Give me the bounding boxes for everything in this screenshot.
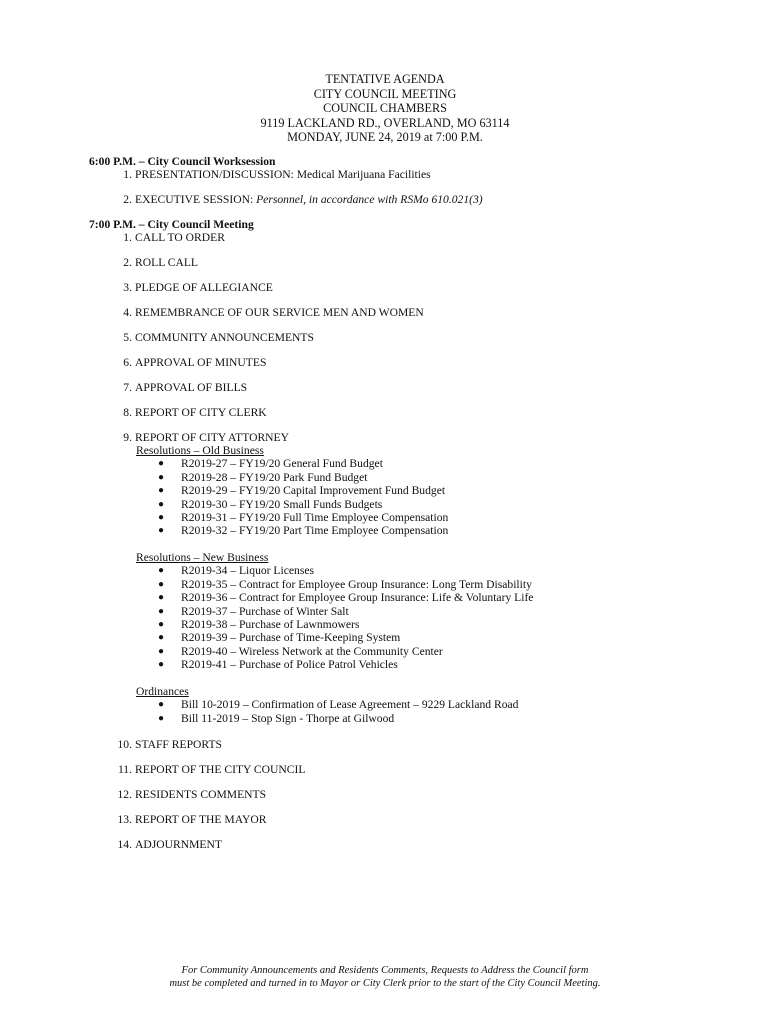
agenda-title: TENTATIVE AGENDA [325,72,445,86]
item-number: 2. [123,193,132,206]
agenda-item [89,406,729,419]
list-item [136,564,696,577]
footer-line-2: must be completed and turned in to Mayor or City Clerk prior to the start of the City Council Meeting. [169,978,601,989]
list-item-text: Bill 10-2019 – Confirmation of Lease Agreement – 9229 Lackland Road [181,698,519,712]
list-item [136,457,696,470]
item-text: APPROVAL OF BILLS [135,381,248,394]
item-text: EXECUTIVE SESSION: [135,193,257,206]
meeting-location: COUNCIL CHAMBERS [323,101,447,115]
item-number: 8. [123,406,132,419]
item-number: 1. [123,168,132,182]
bullet-icon: ● [158,605,165,617]
list-item-text: R2019-41 – Purchase of Police Patrol Vehicles [181,658,398,672]
meeting-title: 7:00 P.M. – City Council Meeting [89,218,254,231]
item-text: RESIDENTS COMMENTS [135,788,267,801]
item-text: CALL TO ORDER [135,231,225,244]
worksession-item-executive [89,193,729,206]
item-text: APPROVAL OF MINUTES [135,356,267,369]
item-number: 10. [117,738,132,751]
agenda-item [89,256,729,269]
item-text: STAFF REPORTS [135,738,222,751]
list-item-text: R2019-32 – FY19/20 Part Time Employee Compensation [181,524,449,538]
list-item [136,511,696,524]
list-item [136,578,696,591]
agenda-item [89,431,729,444]
bullet-icon: ● [158,699,165,711]
list-item-text: R2019-27 – FY19/20 General Fund Budget [181,457,383,471]
bullet-icon: ● [158,659,165,671]
list-item [136,645,696,658]
bullet-icon: ● [158,485,165,497]
agenda-item [89,356,729,369]
agenda-item [89,331,729,344]
list-item [136,618,696,631]
item-italic-text: Personnel, in accordance with RSMo 610.021(3) [256,193,483,206]
agenda-item [89,738,729,751]
list-item [136,591,696,604]
list-item [136,471,696,484]
list-item-text: R2019-40 – Wireless Network at the Community Center [181,644,443,658]
worksession-item [89,193,729,206]
agenda-item [89,813,729,826]
new-business-list [136,551,696,672]
list-item [136,698,696,711]
bullet-icon: ● [158,471,165,483]
item-number: 14. [117,838,132,851]
agenda-item [89,838,729,851]
bullet-icon: ● [158,498,165,510]
list-item [136,524,696,537]
item-text: ROLL CALL [135,256,199,269]
agenda-item [89,788,729,801]
list-item [136,484,696,497]
bullet-icon: ● [158,525,165,537]
list-item-text: R2019-35 – Contract for Employee Group Insurance: Long Term Disability [181,577,532,591]
meeting-address: 9119 LACKLAND RD., OVERLAND, MO 63114 [260,115,510,130]
agenda-item [89,381,729,394]
list-item-text: R2019-29 – FY19/20 Capital Improvement Fund Budget [181,484,446,498]
agenda-header [0,72,770,145]
item-text: REPORT OF CITY ATTORNEY [135,431,290,444]
item-number: 13. [117,813,132,826]
item-text: PLEDGE OF ALLEGIANCE [135,281,273,294]
bullet-icon: ● [158,712,165,724]
old-business-list [136,444,696,538]
list-item-text: R2019-37 – Purchase of Winter Salt [181,604,349,618]
old-business-heading: Resolutions – Old Business [136,444,264,457]
item-number: 11. [117,763,132,776]
ordinances-heading: Ordinances [136,685,189,698]
item-text: REMEMBRANCE OF OUR SERVICE MEN AND WOMEN [135,306,424,319]
footer-note [0,964,770,990]
item-text: ADJOURNMENT [135,838,222,851]
ordinances-list [136,685,696,725]
bullet-icon: ● [158,645,165,657]
footer-line-1: For Community Announcements and Residents Comments, Requests to Address the Council form [181,965,589,976]
bullet-icon: ● [158,592,165,604]
item-text: REPORT OF THE CITY COUNCIL [135,763,306,776]
item-number: 5. [123,331,132,344]
bullet-icon: ● [158,512,165,524]
list-item-text: Bill 11-2019 – Stop Sign - Thorpe at Gilwood [181,711,395,725]
worksession-section [89,155,729,182]
item-number: 7. [123,381,132,394]
list-item-text: R2019-28 – FY19/20 Park Fund Budget [181,470,368,484]
item-number: 4. [123,306,132,319]
list-item-text: R2019-34 – Liquor Licenses [181,564,314,578]
worksession-title: 6:00 P.M. – City Council Worksession [89,155,276,168]
item-number: 1. [123,231,132,244]
list-item [136,712,696,725]
bullet-icon: ● [158,632,165,644]
meeting-section [89,218,729,231]
list-item-text: R2019-39 – Purchase of Time-Keeping System [181,631,401,645]
bullet-icon: ● [158,578,165,590]
list-item-text: R2019-30 – FY19/20 Small Funds Budgets [181,497,383,511]
list-item [136,658,696,671]
list-item [136,498,696,511]
agenda-item [89,306,729,319]
agenda-item [89,763,729,776]
worksession-item [89,168,729,181]
item-number: 9. [123,431,132,444]
item-text: COMMUNITY ANNOUNCEMENTS [135,331,314,344]
item-number: 3. [123,281,132,294]
item-text: PRESENTATION/DISCUSSION: Medical Marijuana Facilities [135,168,431,182]
item-text: REPORT OF CITY CLERK [135,406,267,419]
item-text: REPORT OF THE MAYOR [135,813,267,826]
agenda-item [89,231,729,244]
meeting-type: CITY COUNCIL MEETING [313,86,457,101]
list-item-text: R2019-36 – Contract for Employee Group Insurance: Life & Voluntary Life [181,591,534,605]
list-item-text: R2019-31 – FY19/20 Full Time Employee Compensation [181,511,449,525]
bullet-icon: ● [158,458,165,470]
agenda-item [89,281,729,294]
new-business-heading: Resolutions – New Business [136,551,269,564]
meeting-date: MONDAY, JUNE 24, 2019 at 7:00 P.M. [287,130,483,144]
bullet-icon: ● [158,619,165,631]
item-number: 6. [123,356,132,369]
item-number: 12. [117,788,132,801]
bullet-icon: ● [158,565,165,577]
list-item [136,631,696,644]
list-item [136,605,696,618]
list-item-text: R2019-38 – Purchase of Lawnmowers [181,618,360,632]
item-number: 2. [123,256,132,269]
